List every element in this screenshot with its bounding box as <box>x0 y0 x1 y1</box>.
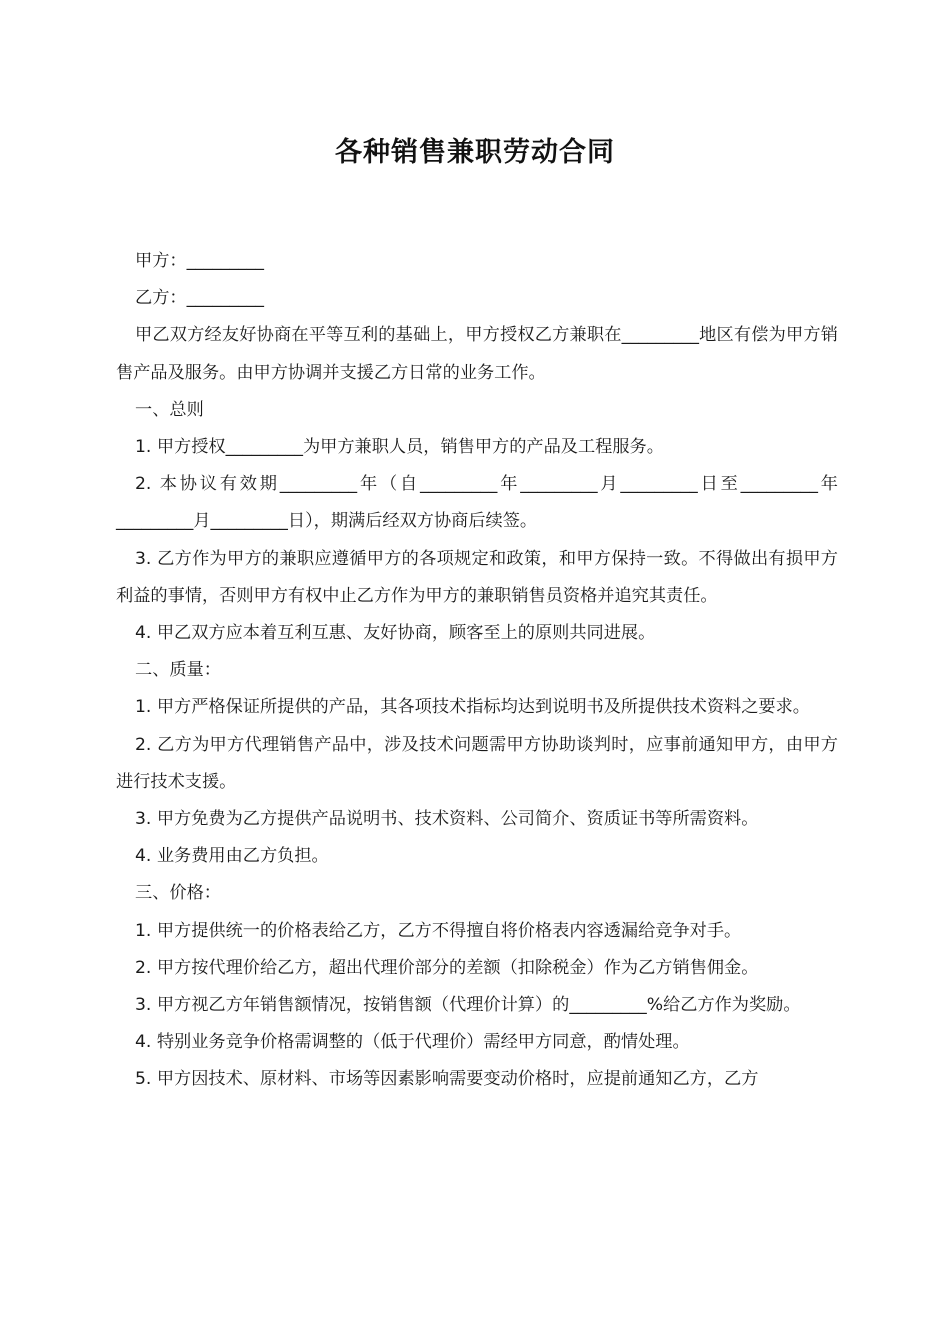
clause-paragraph: 2. 甲方按代理价给乙方，超出代理价部分的差额（扣除税金）作为乙方销售佣金。 <box>135 957 759 978</box>
party-b-line: 乙方：_________ <box>135 288 264 309</box>
clause-paragraph: 3. 乙方作为甲方的兼职应遵循甲方的各项规定和政策，和甲方保持一致。不得做出有损甲方利益的事情，否则甲方有权中止乙方作为甲方的兼职销售员资格并追究其责任。 <box>116 548 838 606</box>
document-body <box>116 243 838 1099</box>
party-a-line: 甲方：_________ <box>135 251 264 271</box>
clause-paragraph: 4. 特别业务竞争价格需调整的（低于代理价）需经甲方同意，酌情处理。 <box>135 1032 690 1053</box>
clause-paragraph: 5. 甲方因技术、原材料、市场等因素影响需要变动价格时，应提前通知乙方，乙方 <box>135 1069 759 1090</box>
clause-paragraph: 1. 甲方提供统一的价格表给乙方，乙方不得擅自将价格表内容透漏给竞争对手。 <box>135 920 742 941</box>
preamble-paragraph: 甲乙双方经友好协商在平等互利的基础上，甲方授权乙方兼职在_________地区有偿为甲方销售产品及服务。由甲方协调并支援乙方日常的业务工作。 <box>116 325 838 383</box>
clause-paragraph: 1. 甲方授权_________为甲方兼职人员，销售甲方的产品及工程服务。 <box>135 437 664 458</box>
document-title: 各种销售兼职劳动合同 <box>335 137 615 168</box>
clause-paragraph: 4. 甲乙双方应本着互利互惠、友好协商，顾客至上的原则共同进展。 <box>135 623 656 644</box>
clause-paragraph: 3. 甲方视乙方年销售额情况，按销售额（代理价计算）的_________%给乙方作为奖励。 <box>135 995 801 1016</box>
clause-paragraph: 2. 乙方为甲方代理销售产品中，涉及技术问题需甲方协助谈判时，应事前通知甲方，由甲方进行技术支援。 <box>116 734 838 792</box>
clause-paragraph: 1. 甲方严格保证所提供的产品，其各项技术指标均达到说明书及所提供技术资料之要求。 <box>135 697 810 718</box>
section-heading-quality: 二、质量： <box>135 660 221 681</box>
section-heading-price: 三、价格： <box>135 883 221 904</box>
clause-paragraph: 2. 本协议有效期_________年（自_________年_________月_________日至_________年_________月_________日），期满后经双方协商后续签。 <box>116 474 838 532</box>
clause-paragraph: 4. 业务费用由乙方负担。 <box>135 846 329 867</box>
clause-paragraph: 3. 甲方免费为乙方提供产品说明书、技术资料、公司简介、资质证书等所需资料。 <box>135 809 759 830</box>
section-heading-general: 一、总则 <box>135 399 204 420</box>
